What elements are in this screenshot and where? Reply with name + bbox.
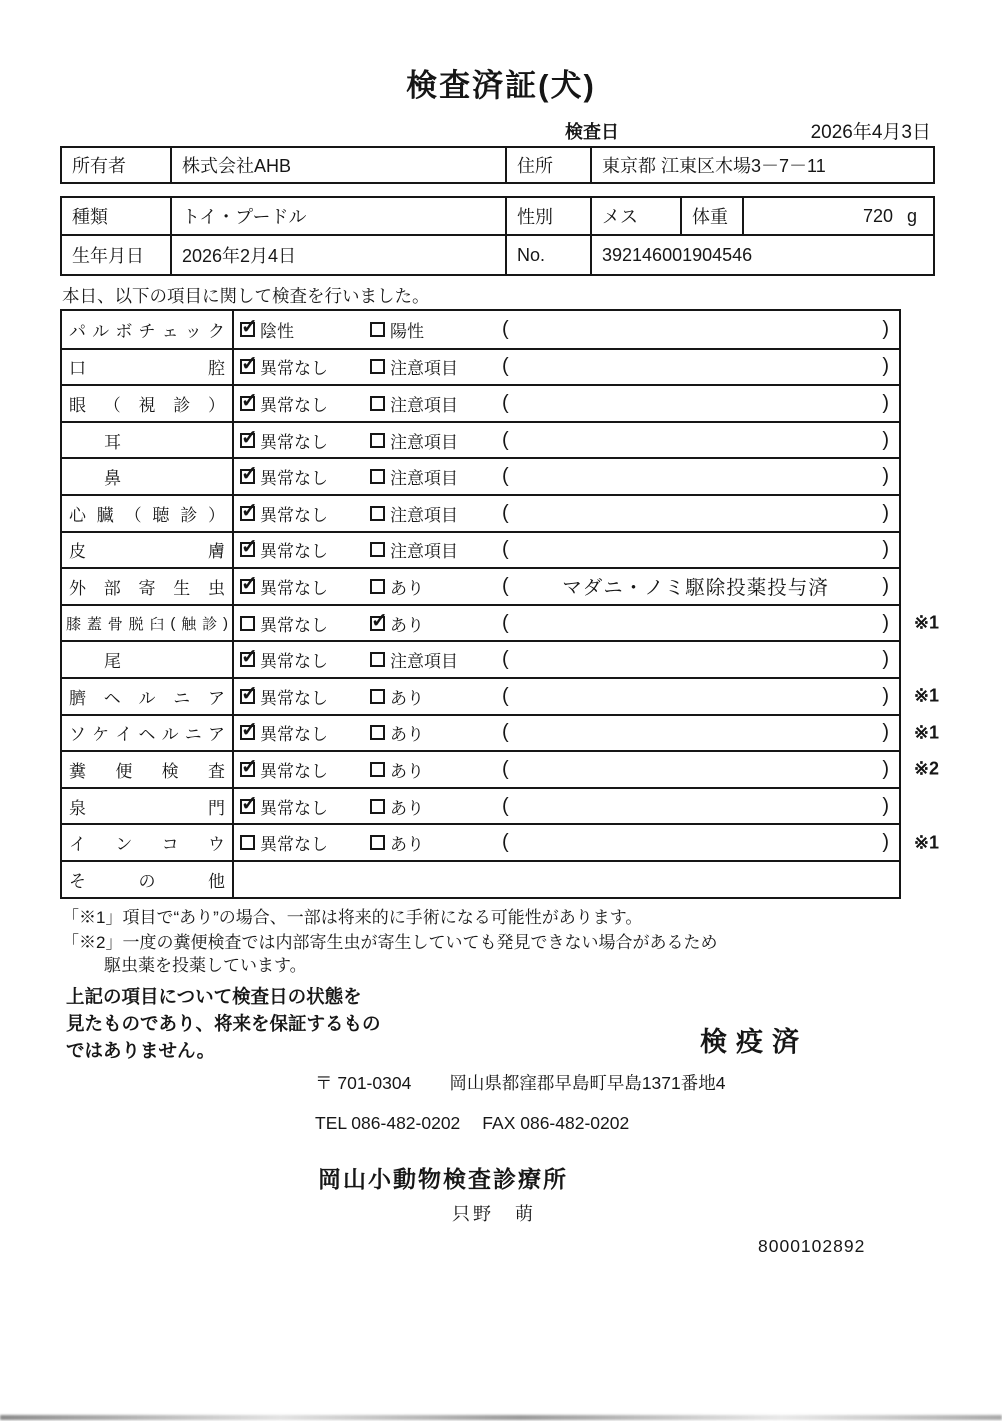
checkbox-group — [370, 720, 498, 745]
row-label: 耳 — [62, 423, 234, 458]
birth-label: 生年月日 — [72, 246, 144, 266]
paren-close: ) — [882, 757, 889, 780]
paren-field — [498, 685, 899, 708]
checkbox-group — [370, 830, 498, 855]
checkbox-group — [240, 720, 368, 745]
animal-table — [60, 196, 935, 276]
paren-open: ( — [502, 831, 509, 854]
paren-field — [498, 795, 899, 818]
row-body — [234, 606, 899, 641]
row-body — [234, 862, 899, 897]
owner-table — [60, 146, 935, 184]
checked-checkbox-icon — [240, 579, 255, 594]
checkbox-label: 異常なし — [260, 359, 328, 379]
checkbox-group — [370, 537, 498, 562]
clinic-name: 岡山小動物検査診療所 — [318, 1166, 568, 1192]
sex-value: メス — [590, 198, 680, 234]
paren-close: ) — [882, 794, 889, 817]
paren-open: ( — [502, 538, 509, 561]
owner-value: 株式会社AHB — [170, 148, 505, 182]
paren-field — [498, 502, 899, 525]
checklist-row — [62, 421, 899, 458]
footnote-mark: ※1 — [913, 722, 939, 743]
paren-field — [498, 318, 899, 341]
footnote-mark: ※1 — [913, 832, 939, 853]
empty-checkbox-icon — [240, 616, 255, 631]
checkbox-group — [370, 574, 498, 599]
checklist-row — [62, 531, 899, 568]
paren-open: ( — [502, 574, 509, 597]
checkbox-label: 異常なし — [260, 725, 328, 745]
checkbox-label: 異常なし — [260, 542, 328, 562]
paren-open: ( — [502, 794, 509, 817]
checklist-row — [62, 640, 899, 677]
empty-checkbox-icon — [370, 469, 385, 484]
empty-checkbox-icon — [370, 506, 385, 521]
quarantine-stamp: 検疫済 — [700, 1027, 808, 1057]
checkbox-group — [370, 794, 498, 819]
checkbox-label: 異常なし — [260, 835, 328, 855]
address-label: 住所 — [505, 148, 590, 182]
checklist-row — [62, 494, 899, 531]
paren-field — [498, 429, 899, 452]
row-label: 眼 （ 視 診 ） — [62, 386, 234, 421]
checkbox-label: あり — [390, 835, 424, 855]
paren-open: ( — [502, 355, 509, 378]
animal-table-row-2 — [62, 236, 933, 274]
row-body — [234, 825, 899, 860]
paren-open: ( — [502, 428, 509, 451]
checked-checkbox-icon — [240, 506, 255, 521]
checked-checkbox-icon — [240, 725, 255, 740]
paren-close: ) — [882, 391, 889, 414]
empty-checkbox-icon — [370, 433, 385, 448]
paren-open: ( — [502, 721, 509, 744]
footnote-mark: ※1 — [913, 685, 939, 706]
checklist-row — [62, 348, 899, 385]
empty-checkbox-icon — [370, 689, 385, 704]
checked-checkbox-icon — [240, 433, 255, 448]
checked-checkbox-icon — [240, 322, 255, 337]
paren-field — [498, 392, 899, 415]
paren-field — [498, 538, 899, 561]
disclaimer-line-1: 上記の項目について検査日の状態を — [66, 986, 362, 1007]
paren-field — [498, 612, 899, 635]
checkbox-label: 異常なし — [260, 578, 328, 598]
checkbox-group — [370, 647, 498, 672]
checkbox-label: 注意項目 — [390, 359, 458, 379]
checked-checkbox-icon — [240, 396, 255, 411]
paren-close: ) — [882, 684, 889, 707]
checked-checkbox-icon — [240, 359, 255, 374]
row-label: そ の 他 — [62, 862, 234, 897]
paren-field — [498, 831, 899, 854]
checkbox-group — [370, 428, 498, 453]
row-label: ソ ケ イ ヘ ル ニ ア — [62, 716, 234, 751]
page-title: 検査済証(犬) — [406, 68, 596, 103]
disclaimer-line-3: ではありません。 — [66, 1040, 216, 1061]
checkbox-label: あり — [390, 761, 424, 781]
weight-unit: g — [906, 205, 917, 226]
row-body — [234, 679, 899, 714]
empty-checkbox-icon — [370, 799, 385, 814]
weight-label: 体重 — [680, 198, 742, 234]
clinic-postal-code: 〒 701-0304 — [315, 1073, 412, 1093]
clinic-address: 岡山県都窪郡早島町早島1371番地4 — [449, 1073, 726, 1093]
checkbox-label: 異常なし — [260, 432, 328, 452]
checkbox-label: 注意項目 — [390, 395, 458, 415]
checklist-row — [62, 677, 939, 714]
paren-close: ) — [882, 721, 889, 744]
no-value: 392146001904546 — [590, 236, 933, 274]
disclaimer — [66, 983, 381, 1064]
veterinarian-name: 只野 萌 — [452, 1204, 536, 1224]
paren-close: ) — [882, 501, 889, 524]
checkbox-label: 異常なし — [260, 652, 328, 672]
checkbox-label: 異常なし — [260, 469, 328, 489]
empty-checkbox-icon — [370, 542, 385, 557]
paren-close: ) — [882, 648, 889, 671]
checkbox-label: あり — [390, 725, 424, 745]
checkbox-label: 注意項目 — [390, 505, 458, 525]
row-body — [234, 752, 899, 787]
checked-checkbox-icon — [240, 469, 255, 484]
row-label: 膝 蓋 骨 脱 臼 ( 触 診 ) — [62, 606, 234, 641]
paren-close: ) — [882, 465, 889, 488]
inspection-date-value: 2026年4月3日 — [810, 122, 931, 143]
paren-note: マダニ・ノミ駆除投薬投与済 — [562, 577, 829, 600]
row-body — [234, 789, 899, 824]
paren-open: ( — [502, 465, 509, 488]
paren-open: ( — [502, 391, 509, 414]
checkbox-label: 異常なし — [260, 798, 328, 818]
sex-label: 性別 — [505, 198, 590, 234]
checked-checkbox-icon — [240, 762, 255, 777]
row-label: 鼻 — [62, 459, 234, 494]
footnote-mark: ※1 — [913, 612, 939, 633]
breed-value: トイ・プードル — [170, 198, 505, 234]
row-label: 糞 便 検 査 — [62, 752, 234, 787]
checklist-row — [62, 567, 899, 604]
row-label: 外 部 寄 生 虫 — [62, 569, 234, 604]
footnote-mark: ※2 — [913, 758, 939, 779]
checkbox-group — [370, 611, 498, 636]
checkbox-group — [240, 647, 368, 672]
row-body — [234, 386, 899, 421]
checked-checkbox-icon — [240, 799, 255, 814]
checklist-table — [60, 309, 939, 899]
weight-value: 720 — [862, 205, 893, 226]
checkbox-group — [370, 391, 498, 416]
checkbox-group — [240, 391, 368, 416]
checkbox-group — [370, 757, 498, 782]
empty-checkbox-icon — [370, 579, 385, 594]
inspection-date-label: 検査日 — [565, 122, 619, 142]
checkbox-group — [240, 317, 368, 342]
checklist-row — [62, 714, 939, 751]
clinic-fax: FAX 086-482-0202 — [482, 1113, 630, 1133]
paren-field — [498, 465, 899, 488]
checkbox-group — [240, 537, 368, 562]
checklist-row — [62, 860, 899, 897]
checkbox-group — [370, 501, 498, 526]
clinic-tel: TEL 086-482-0202 — [315, 1113, 461, 1133]
checklist-row — [62, 787, 899, 824]
paren-close: ) — [882, 317, 889, 340]
checklist-row — [62, 750, 939, 787]
checklist-row — [62, 384, 899, 421]
checked-checkbox-icon — [240, 542, 255, 557]
paren-field — [498, 721, 899, 744]
paren-open: ( — [502, 648, 509, 671]
checkbox-label: 異常なし — [260, 505, 328, 525]
checkbox-label: 注意項目 — [390, 542, 458, 562]
checkbox-label: あり — [390, 615, 424, 635]
row-body — [234, 459, 899, 494]
clinic-tel-row — [315, 1113, 629, 1134]
checkbox-group — [240, 611, 368, 636]
checkbox-group — [240, 464, 368, 489]
row-body — [234, 642, 899, 677]
paren-open: ( — [502, 317, 509, 340]
owner-label: 所有者 — [72, 156, 126, 176]
row-body — [234, 533, 899, 568]
row-label: 泉 門 — [62, 789, 234, 824]
empty-checkbox-icon — [370, 359, 385, 374]
paren-field — [498, 572, 899, 600]
checkbox-label: 注意項目 — [390, 469, 458, 489]
paren-close: ) — [882, 831, 889, 854]
paren-close: ) — [882, 611, 889, 634]
checked-checkbox-icon — [370, 616, 385, 631]
paren-field — [498, 648, 899, 671]
checkbox-label: あり — [390, 798, 424, 818]
row-label: 口 腔 — [62, 350, 234, 385]
checked-checkbox-icon — [240, 652, 255, 667]
inspection-date-row — [565, 117, 931, 144]
clinic-postal-row — [315, 1070, 726, 1095]
paren-close: ) — [882, 428, 889, 451]
paren-open: ( — [502, 611, 509, 634]
checkbox-label: 注意項目 — [390, 652, 458, 672]
footnote-2: 「※2」一度の糞便検査では内部寄生虫が寄生していても発見できない場合があるため — [62, 933, 718, 952]
weight-cell — [742, 198, 933, 234]
checkbox-label: 異常なし — [260, 688, 328, 708]
checkbox-group — [240, 428, 368, 453]
row-body — [234, 569, 899, 604]
paren-open: ( — [502, 757, 509, 780]
checkbox-label: あり — [390, 578, 424, 598]
checkbox-group — [370, 354, 498, 379]
serial-number: 8000102892 — [758, 1236, 866, 1256]
row-body — [234, 716, 899, 751]
paren-close: ) — [882, 538, 889, 561]
empty-checkbox-icon — [370, 762, 385, 777]
empty-checkbox-icon — [370, 396, 385, 411]
intro-text: 本日、以下の項目に関して検査を行いました。 — [62, 286, 430, 306]
row-body — [234, 423, 899, 458]
checkbox-label: 異常なし — [260, 761, 328, 781]
footnote-2-continued: 駆虫薬を投薬しています。 — [104, 956, 307, 975]
scan-artifact — [0, 1415, 1002, 1420]
empty-checkbox-icon — [370, 835, 385, 850]
checkbox-group — [240, 757, 368, 782]
paren-field — [498, 758, 899, 781]
animal-table-row-1 — [62, 198, 933, 236]
checkbox-group — [370, 684, 498, 709]
checked-checkbox-icon — [240, 689, 255, 704]
checkbox-group — [240, 501, 368, 526]
row-label: 心 臓 （ 聴 診 ） — [62, 496, 234, 531]
row-label: 皮 膚 — [62, 533, 234, 568]
checkbox-label: 陰性 — [260, 321, 294, 341]
disclaimer-line-2: 見たものであり、将来を保証するもの — [66, 1013, 381, 1034]
birth-value: 2026年2月4日 — [170, 236, 505, 274]
checklist-row — [62, 604, 939, 641]
row-label: 尾 — [62, 642, 234, 677]
checkbox-label: あり — [390, 688, 424, 708]
checklist-row — [62, 311, 899, 348]
row-body — [234, 350, 899, 385]
row-body — [234, 311, 899, 348]
empty-checkbox-icon — [370, 725, 385, 740]
checkbox-group — [240, 794, 368, 819]
row-label: 臍 ヘ ル ニ ア — [62, 679, 234, 714]
paren-close: ) — [882, 355, 889, 378]
checklist-row — [62, 457, 899, 494]
checklist-row — [62, 823, 939, 860]
checkbox-group — [240, 574, 368, 599]
row-label: イ ン コ ウ — [62, 825, 234, 860]
row-body — [234, 496, 899, 531]
address-value: 東京都 江東区木場3－7－11 — [590, 148, 933, 182]
row-label: パ ル ボ チ ェ ッ ク — [62, 311, 234, 348]
empty-checkbox-icon — [370, 322, 385, 337]
empty-checkbox-icon — [240, 835, 255, 850]
checkbox-label: 異常なし — [260, 395, 328, 415]
checkbox-group — [240, 684, 368, 709]
no-label: No. — [505, 236, 590, 274]
footnote-1: 「※1」項目で“あり”の場合、一部は将来的に手術になる可能性があります。 — [62, 908, 643, 927]
paren-open: ( — [502, 501, 509, 524]
paren-close: ) — [882, 574, 889, 597]
checkbox-label: 陽性 — [390, 321, 424, 341]
checkbox-group — [370, 317, 498, 342]
checkbox-group — [370, 464, 498, 489]
checkbox-group — [240, 830, 368, 855]
paren-open: ( — [502, 684, 509, 707]
breed-label: 種類 — [72, 207, 108, 227]
paren-field — [498, 355, 899, 378]
checkbox-label: 異常なし — [260, 615, 328, 635]
empty-checkbox-icon — [370, 652, 385, 667]
checkbox-label: 注意項目 — [390, 432, 458, 452]
checkbox-group — [240, 354, 368, 379]
